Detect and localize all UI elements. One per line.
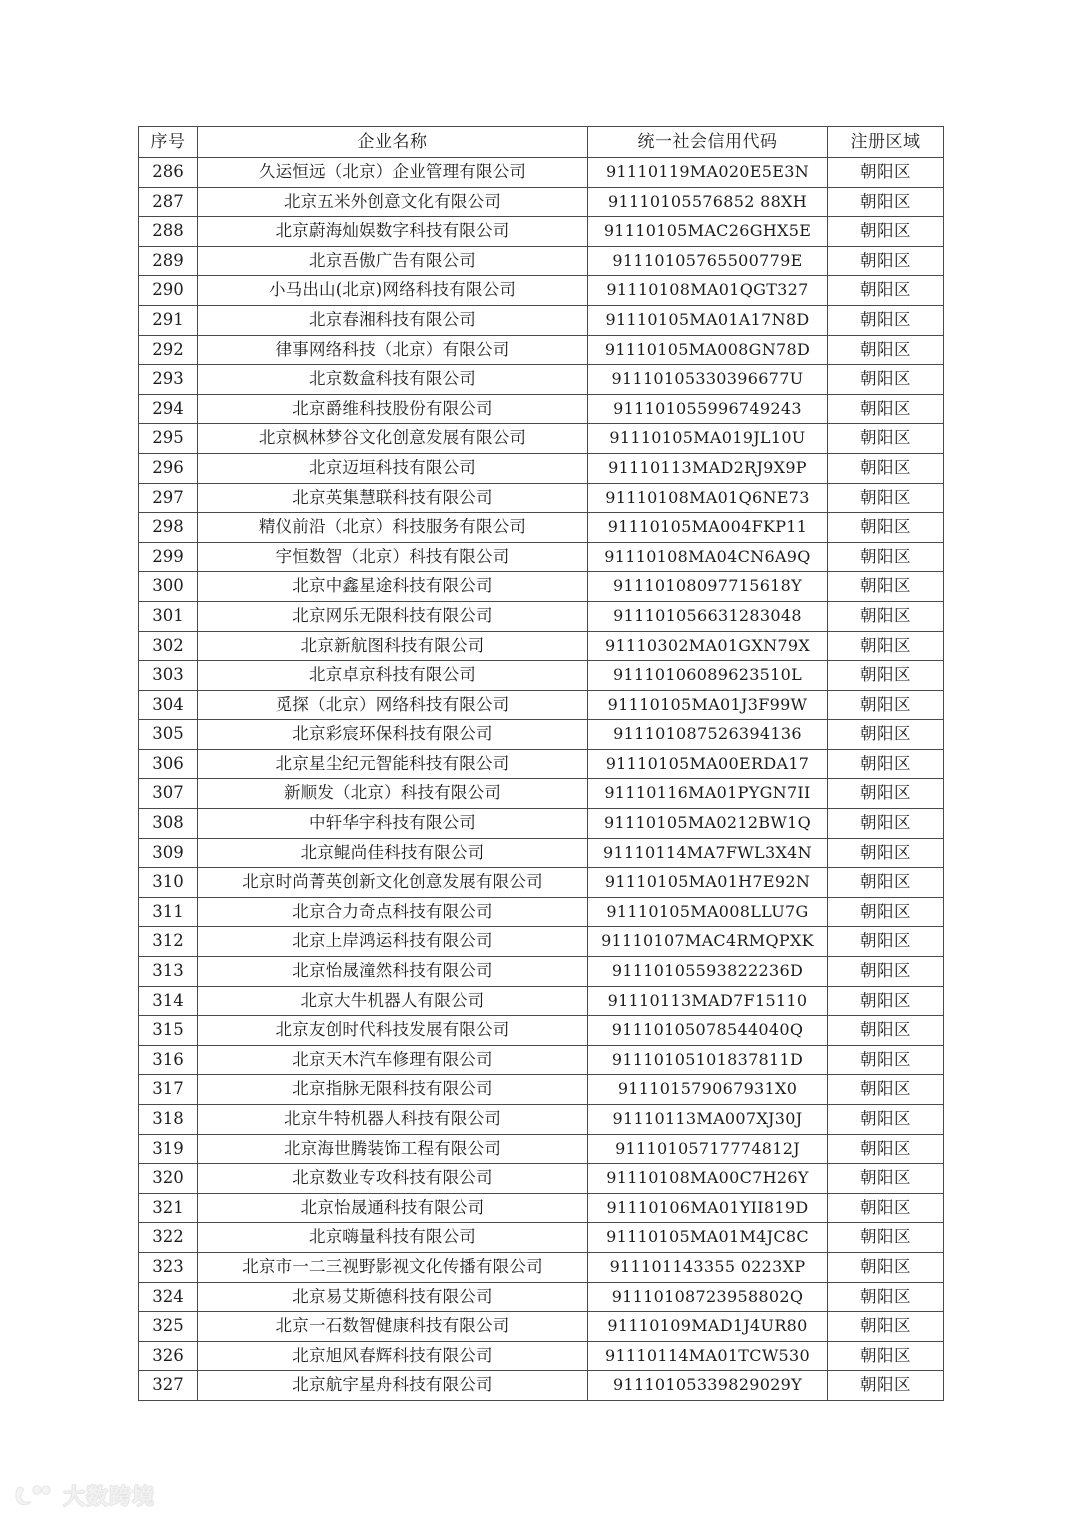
cell-registered-area: 朝阳区	[828, 305, 944, 335]
cell-seq: 324	[139, 1282, 198, 1312]
table-row	[139, 572, 944, 602]
cell-credit-code: 91110119MA020E5E3N	[588, 158, 828, 188]
cell-seq: 297	[139, 483, 198, 513]
cell-credit-code: 91110105MA019JL10U	[588, 424, 828, 454]
cell-company-name: 北京卓京科技有限公司	[198, 661, 588, 691]
cell-seq: 319	[139, 1134, 198, 1164]
cell-registered-area: 朝阳区	[828, 690, 944, 720]
cell-company-name: 北京合力奇点科技有限公司	[198, 897, 588, 927]
table-header	[139, 127, 944, 158]
cell-registered-area: 朝阳区	[828, 542, 944, 572]
cell-credit-code: 91110105339829029Y	[588, 1371, 828, 1401]
table-row	[139, 720, 944, 750]
cell-seq: 293	[139, 365, 198, 395]
cell-credit-code: 91110108MA01Q6NE73	[588, 483, 828, 513]
cell-registered-area: 朝阳区	[828, 572, 944, 602]
cell-seq: 309	[139, 838, 198, 868]
cell-company-name: 北京天木汽车修理有限公司	[198, 1045, 588, 1075]
cell-credit-code: 911101055996749243	[588, 394, 828, 424]
cell-seq: 299	[139, 542, 198, 572]
table-row	[139, 305, 944, 335]
cell-seq: 287	[139, 187, 198, 217]
table-row	[139, 1371, 944, 1401]
cell-registered-area: 朝阳区	[828, 749, 944, 779]
cell-company-name: 新顺发（北京）科技有限公司	[198, 779, 588, 809]
cell-seq: 315	[139, 1016, 198, 1046]
table-row	[139, 542, 944, 572]
cell-company-name: 北京怡晟潼然科技有限公司	[198, 957, 588, 987]
cell-registered-area: 朝阳区	[828, 483, 944, 513]
cell-registered-area: 朝阳区	[828, 276, 944, 306]
cell-registered-area: 朝阳区	[828, 1252, 944, 1282]
cell-credit-code: 91110113MAD2RJ9X9P	[588, 453, 828, 483]
cell-seq: 306	[139, 749, 198, 779]
cell-registered-area: 朝阳区	[828, 1045, 944, 1075]
cell-seq: 310	[139, 868, 198, 898]
cell-company-name: 北京迈垣科技有限公司	[198, 453, 588, 483]
cell-seq: 303	[139, 661, 198, 691]
table-row	[139, 749, 944, 779]
cell-seq: 300	[139, 572, 198, 602]
table-row	[139, 335, 944, 365]
cell-credit-code: 91110105717774812J	[588, 1134, 828, 1164]
cell-credit-code: 91110105MA008LLU7G	[588, 897, 828, 927]
cell-registered-area: 朝阳区	[828, 720, 944, 750]
cell-registered-area: 朝阳区	[828, 661, 944, 691]
column-header-credit-code: 统一社会信用代码	[588, 127, 828, 158]
table-row	[139, 1045, 944, 1075]
cell-seq: 292	[139, 335, 198, 365]
cell-credit-code: 91110105MA01M4JC8C	[588, 1223, 828, 1253]
cell-credit-code: 91110105MA0212BW1Q	[588, 809, 828, 839]
table-header-row	[139, 127, 944, 158]
watermark-logo-icon	[14, 1483, 54, 1509]
cell-company-name: 北京爵维科技股份有限公司	[198, 394, 588, 424]
cell-credit-code: 91110105576852 88XH	[588, 187, 828, 217]
cell-seq: 304	[139, 690, 198, 720]
cell-registered-area: 朝阳区	[828, 335, 944, 365]
column-header-company-name: 企业名称	[198, 127, 588, 158]
cell-company-name: 北京中鑫星途科技有限公司	[198, 572, 588, 602]
cell-credit-code: 91110105078544040Q	[588, 1016, 828, 1046]
watermark-text: 大数跨境	[63, 1485, 156, 1510]
cell-registered-area: 朝阳区	[828, 631, 944, 661]
table-row	[139, 838, 944, 868]
cell-credit-code: 91110108097715618Y	[588, 572, 828, 602]
cell-seq: 316	[139, 1045, 198, 1075]
column-header-seq: 序号	[139, 127, 198, 158]
table-row	[139, 1312, 944, 1342]
cell-registered-area: 朝阳区	[828, 957, 944, 987]
cell-company-name: 北京牛特机器人科技有限公司	[198, 1105, 588, 1135]
cell-credit-code: 91110105330396677U	[588, 365, 828, 395]
company-roster-table-container	[138, 126, 943, 1401]
table-row	[139, 631, 944, 661]
cell-registered-area: 朝阳区	[828, 897, 944, 927]
cell-company-name: 北京航宇星舟科技有限公司	[198, 1371, 588, 1401]
cell-credit-code: 91110105MAC26GHX5E	[588, 217, 828, 247]
cell-registered-area: 朝阳区	[828, 1312, 944, 1342]
cell-registered-area: 朝阳区	[828, 394, 944, 424]
cell-credit-code: 91110108MA00C7H26Y	[588, 1164, 828, 1194]
cell-seq: 322	[139, 1223, 198, 1253]
table-row	[139, 1223, 944, 1253]
table-row	[139, 1193, 944, 1223]
cell-seq: 314	[139, 986, 198, 1016]
cell-company-name: 北京五米外创意文化有限公司	[198, 187, 588, 217]
cell-seq: 290	[139, 276, 198, 306]
cell-seq: 289	[139, 246, 198, 276]
cell-company-name: 北京怡晟通科技有限公司	[198, 1193, 588, 1223]
cell-seq: 294	[139, 394, 198, 424]
cell-seq: 308	[139, 809, 198, 839]
cell-company-name: 中轩华宇科技有限公司	[198, 809, 588, 839]
cell-company-name: 觅探（北京）网络科技有限公司	[198, 690, 588, 720]
cell-registered-area: 朝阳区	[828, 927, 944, 957]
cell-credit-code: 911101056631283048	[588, 601, 828, 631]
table-row	[139, 394, 944, 424]
cell-registered-area: 朝阳区	[828, 809, 944, 839]
cell-company-name: 北京上岸鸿运科技有限公司	[198, 927, 588, 957]
cell-credit-code: 91110105101837811D	[588, 1045, 828, 1075]
cell-seq: 288	[139, 217, 198, 247]
cell-credit-code: 911101143355 0223XP	[588, 1252, 828, 1282]
cell-company-name: 北京易艾斯德科技有限公司	[198, 1282, 588, 1312]
cell-seq: 305	[139, 720, 198, 750]
table-row	[139, 187, 944, 217]
cell-seq: 321	[139, 1193, 198, 1223]
table-row	[139, 1134, 944, 1164]
cell-registered-area: 朝阳区	[828, 1341, 944, 1371]
cell-company-name: 北京一石数智健康科技有限公司	[198, 1312, 588, 1342]
cell-registered-area: 朝阳区	[828, 986, 944, 1016]
table-row	[139, 246, 944, 276]
cell-company-name: 北京嗨量科技有限公司	[198, 1223, 588, 1253]
cell-seq: 307	[139, 779, 198, 809]
cell-credit-code: 91110107MAC4RMQPXK	[588, 927, 828, 957]
cell-company-name: 北京海世腾装饰工程有限公司	[198, 1134, 588, 1164]
cell-credit-code: 911101087526394136	[588, 720, 828, 750]
cell-credit-code: 91110108723958802Q	[588, 1282, 828, 1312]
cell-registered-area: 朝阳区	[828, 1075, 944, 1105]
table-row	[139, 276, 944, 306]
cell-company-name: 北京星尘纪元智能科技有限公司	[198, 749, 588, 779]
cell-credit-code: 91110116MA01PYGN7II	[588, 779, 828, 809]
cell-company-name: 律事网络科技（北京）有限公司	[198, 335, 588, 365]
cell-credit-code: 91110108MA01QGT327	[588, 276, 828, 306]
cell-registered-area: 朝阳区	[828, 365, 944, 395]
cell-seq: 295	[139, 424, 198, 454]
cell-credit-code: 91110105MA00ERDA17	[588, 749, 828, 779]
cell-seq: 326	[139, 1341, 198, 1371]
cell-company-name: 小马出山(北京)网络科技有限公司	[198, 276, 588, 306]
cell-seq: 320	[139, 1164, 198, 1194]
table-row	[139, 868, 944, 898]
cell-seq: 286	[139, 158, 198, 188]
cell-seq: 302	[139, 631, 198, 661]
table-row	[139, 690, 944, 720]
cell-company-name: 北京鲲尚佳科技有限公司	[198, 838, 588, 868]
cell-credit-code: 91110113MA007XJ30J	[588, 1105, 828, 1135]
cell-credit-code: 91110105MA008GN78D	[588, 335, 828, 365]
cell-registered-area: 朝阳区	[828, 1016, 944, 1046]
cell-seq: 296	[139, 453, 198, 483]
table-row	[139, 1105, 944, 1135]
cell-registered-area: 朝阳区	[828, 1105, 944, 1135]
cell-registered-area: 朝阳区	[828, 838, 944, 868]
table-row	[139, 158, 944, 188]
watermark	[14, 1480, 155, 1511]
cell-registered-area: 朝阳区	[828, 187, 944, 217]
cell-company-name: 北京吾傲广告有限公司	[198, 246, 588, 276]
cell-credit-code: 91110105MA004FKP11	[588, 513, 828, 543]
cell-registered-area: 朝阳区	[828, 424, 944, 454]
cell-company-name: 久运恒远（北京）企业管理有限公司	[198, 158, 588, 188]
cell-credit-code: 91110109MAD1J4UR80	[588, 1312, 828, 1342]
table-row	[139, 1282, 944, 1312]
cell-registered-area: 朝阳区	[828, 158, 944, 188]
cell-credit-code: 911101579067931X0	[588, 1075, 828, 1105]
table-row	[139, 1341, 944, 1371]
cell-registered-area: 朝阳区	[828, 453, 944, 483]
cell-credit-code: 91110105765500779E	[588, 246, 828, 276]
table-row	[139, 1016, 944, 1046]
table-row	[139, 986, 944, 1016]
cell-company-name: 北京新航图科技有限公司	[198, 631, 588, 661]
cell-credit-code: 91110302MA01GXN79X	[588, 631, 828, 661]
table-row	[139, 1252, 944, 1282]
table-row	[139, 661, 944, 691]
cell-credit-code: 91110105MA01A17N8D	[588, 305, 828, 335]
cell-registered-area: 朝阳区	[828, 1282, 944, 1312]
cell-credit-code: 91110113MAD7F15110	[588, 986, 828, 1016]
cell-credit-code: 91110105MA01J3F99W	[588, 690, 828, 720]
cell-company-name: 北京蔚海灿娱数字科技有限公司	[198, 217, 588, 247]
cell-registered-area: 朝阳区	[828, 513, 944, 543]
cell-company-name: 北京枫林梦谷文化创意发展有限公司	[198, 424, 588, 454]
cell-registered-area: 朝阳区	[828, 1134, 944, 1164]
cell-company-name: 北京数盒科技有限公司	[198, 365, 588, 395]
cell-credit-code: 91110114MA01TCW530	[588, 1341, 828, 1371]
cell-company-name: 北京旭风春辉科技有限公司	[198, 1341, 588, 1371]
cell-company-name: 北京市一二三视野影视文化传播有限公司	[198, 1252, 588, 1282]
cell-seq: 323	[139, 1252, 198, 1282]
table-row	[139, 1075, 944, 1105]
cell-company-name: 北京春湘科技有限公司	[198, 305, 588, 335]
table-row	[139, 1164, 944, 1194]
cell-credit-code: 91110105MA01H7E92N	[588, 868, 828, 898]
cell-registered-area: 朝阳区	[828, 1371, 944, 1401]
cell-registered-area: 朝阳区	[828, 217, 944, 247]
table-body	[139, 158, 944, 1401]
cell-registered-area: 朝阳区	[828, 1223, 944, 1253]
table-row	[139, 897, 944, 927]
cell-company-name: 北京大牛机器人有限公司	[198, 986, 588, 1016]
cell-credit-code: 91110106MA01YII819D	[588, 1193, 828, 1223]
cell-company-name: 北京网乐无限科技有限公司	[198, 601, 588, 631]
cell-seq: 298	[139, 513, 198, 543]
cell-company-name: 北京指脉无限科技有限公司	[198, 1075, 588, 1105]
company-roster-table	[138, 126, 944, 1401]
cell-registered-area: 朝阳区	[828, 1164, 944, 1194]
cell-seq: 312	[139, 927, 198, 957]
table-row	[139, 483, 944, 513]
table-row	[139, 601, 944, 631]
cell-registered-area: 朝阳区	[828, 868, 944, 898]
cell-registered-area: 朝阳区	[828, 1193, 944, 1223]
cell-credit-code: 91110108MA04CN6A9Q	[588, 542, 828, 572]
column-header-registered-area: 注册区域	[828, 127, 944, 158]
cell-seq: 311	[139, 897, 198, 927]
cell-seq: 325	[139, 1312, 198, 1342]
cell-registered-area: 朝阳区	[828, 779, 944, 809]
cell-registered-area: 朝阳区	[828, 601, 944, 631]
table-row	[139, 779, 944, 809]
table-row	[139, 809, 944, 839]
table-row	[139, 453, 944, 483]
cell-company-name: 北京友创时代科技发展有限公司	[198, 1016, 588, 1046]
cell-seq: 313	[139, 957, 198, 987]
cell-credit-code: 91110106089623510L	[588, 661, 828, 691]
cell-credit-code: 91110105593822236D	[588, 957, 828, 987]
cell-company-name: 精仪前沿（北京）科技服务有限公司	[198, 513, 588, 543]
cell-company-name: 北京数业专攻科技有限公司	[198, 1164, 588, 1194]
cell-company-name: 北京时尚菁英创新文化创意发展有限公司	[198, 868, 588, 898]
table-row	[139, 424, 944, 454]
table-row	[139, 365, 944, 395]
cell-credit-code: 91110114MA7FWL3X4N	[588, 838, 828, 868]
cell-seq: 318	[139, 1105, 198, 1135]
table-row	[139, 957, 944, 987]
cell-company-name: 宇恒数智（北京）科技有限公司	[198, 542, 588, 572]
cell-seq: 291	[139, 305, 198, 335]
cell-seq: 327	[139, 1371, 198, 1401]
cell-seq: 301	[139, 601, 198, 631]
table-row	[139, 927, 944, 957]
cell-company-name: 北京彩宸环保科技有限公司	[198, 720, 588, 750]
table-row	[139, 513, 944, 543]
cell-seq: 317	[139, 1075, 198, 1105]
cell-registered-area: 朝阳区	[828, 246, 944, 276]
table-row	[139, 217, 944, 247]
cell-company-name: 北京英集慧联科技有限公司	[198, 483, 588, 513]
